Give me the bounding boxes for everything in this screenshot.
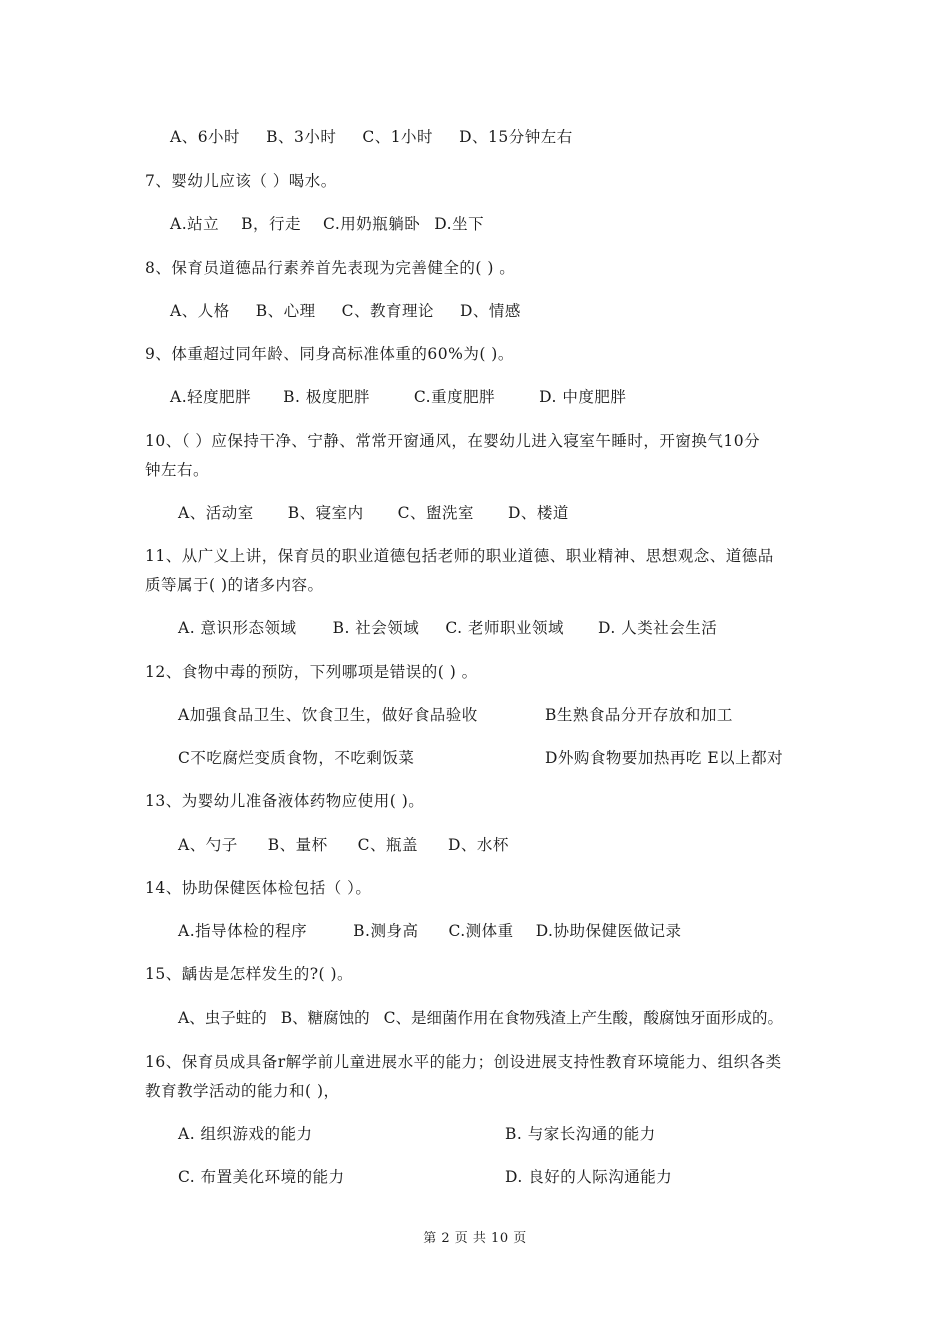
page-footer: 第 2 页 共 10 页 xyxy=(423,1231,527,1246)
q7-stem: 7、婴幼儿应该（ ）喝水。 xyxy=(145,172,337,190)
q12-option-a: A加强食品卫生、饮食卫生，做好食品验收 xyxy=(178,706,478,724)
q11-option-a: A. 意识形态领域 xyxy=(178,619,297,637)
q10-stem-line1: 10、（ ）应保持干净、宁静、常常开窗通风，在婴幼儿进入寝室午睡时，开窗换气10分 xyxy=(145,432,761,450)
q7-option-c: C.用奶瓶躺卧 xyxy=(323,215,421,233)
q12-stem: 12、食物中毒的预防，下列哪项是错误的( ) 。 xyxy=(145,663,478,681)
q8-option-d: D、情感 xyxy=(459,302,521,320)
q11-stem-line1: 11、从广义上讲，保育员的职业道德包括老师的职业道德、职业精神、思想观念、道德品 xyxy=(145,547,774,565)
q8-option-a: A、人格 xyxy=(170,302,230,320)
q10-option-b: B、寝室内 xyxy=(287,504,364,522)
q13-options-row xyxy=(178,835,509,855)
q9-stem: 9、体重超过同年龄、同身高标准体重的60%为( )。 xyxy=(145,345,514,363)
q9-option-c: C.重度肥胖 xyxy=(413,388,496,406)
q11-options-row xyxy=(178,618,717,638)
q16-option-b: B. 与家长沟通的能力 xyxy=(505,1125,656,1143)
q10-option-c: C、盥洗室 xyxy=(397,504,474,522)
q11-option-c: C. 老师职业领域 xyxy=(445,619,564,637)
q15-option-c: C、是细菌作用在食物残渣上产生酸，酸腐蚀牙面形成的。 xyxy=(383,1009,783,1027)
q6-option-d: D、15分钟左右 xyxy=(459,128,573,146)
q7-option-b: B，行走 xyxy=(241,215,302,233)
q8-stem: 8、保育员道德品行素养首先表现为完善健全的( ) 。 xyxy=(145,259,516,277)
q11-option-b: B. 社会领域 xyxy=(332,619,420,637)
q10-option-a: A、活动室 xyxy=(178,504,254,522)
q9-option-a: A.轻度肥胖 xyxy=(170,388,252,406)
q14-option-b: B.测身高 xyxy=(353,922,419,940)
q11-stem-line2: 质等属于( )的诸多内容。 xyxy=(145,576,324,594)
q9-option-b: B. 极度肥胖 xyxy=(283,388,370,406)
q14-stem: 14、协助保健医体检包括（ ）。 xyxy=(145,879,372,897)
q10-options-row xyxy=(178,503,569,523)
q13-option-c: C、瓶盖 xyxy=(357,836,418,854)
q9-option-d: D. 中度肥胖 xyxy=(539,388,627,406)
q6-options-row xyxy=(170,127,573,147)
q16-option-a: A. 组织游戏的能力 xyxy=(178,1125,313,1143)
q6-option-c: C、1小时 xyxy=(362,128,434,146)
q7-option-d: D.坐下 xyxy=(434,215,485,233)
q16-stem-line2: 教育教学活动的能力和( )， xyxy=(145,1082,340,1100)
q9-options-row xyxy=(170,387,626,407)
q7-options-row xyxy=(170,214,484,234)
q6-option-b: B、3小时 xyxy=(266,128,337,146)
q10-stem-line2: 钟左右。 xyxy=(145,461,210,479)
q13-option-d: D、水杯 xyxy=(447,836,509,854)
q16-option-c: C. 布置美化环境的能力 xyxy=(178,1168,345,1186)
q7-option-a: A.站立 xyxy=(170,215,220,233)
q14-option-c: C.测体重 xyxy=(448,922,514,940)
q15-option-a: A、虫子蛀的 xyxy=(178,1009,267,1027)
q16-option-d: D. 良好的人际沟通能力 xyxy=(505,1168,673,1186)
q10-option-d: D、楼道 xyxy=(507,504,569,522)
q13-option-a: A、勺子 xyxy=(178,836,238,854)
q15-option-b: B、糖腐蚀的 xyxy=(280,1009,370,1027)
q13-option-b: B、量杯 xyxy=(267,836,328,854)
q6-option-a: A、6小时 xyxy=(170,128,241,146)
q12-option-d: D外购食物要加热再吃 E以上都对 xyxy=(545,749,784,767)
q13-stem: 13、为婴幼儿准备液体药物应使用( )。 xyxy=(145,792,425,810)
q8-options-row xyxy=(170,301,521,321)
q12-option-b: B生熟食品分开存放和加工 xyxy=(545,706,733,724)
q14-options-row xyxy=(178,921,682,941)
q8-option-c: C、教育理论 xyxy=(341,302,434,320)
q15-stem: 15、龋齿是怎样发生的?( )。 xyxy=(145,965,354,983)
q15-options-row xyxy=(178,1008,783,1028)
q12-option-c: C不吃腐烂变质食物，不吃剩饭菜 xyxy=(178,749,415,767)
q16-stem-line1: 16、保育员成具备r解学前儿童进展水平的能力；创设进展支持性教育环境能力、组织各类 xyxy=(145,1053,782,1071)
q14-option-d: D.协助保健医做记录 xyxy=(535,922,682,940)
q8-option-b: B、心理 xyxy=(255,302,316,320)
q14-option-a: A.指导体检的程序 xyxy=(178,922,308,940)
q11-option-d: D. 人类社会生活 xyxy=(597,619,718,637)
